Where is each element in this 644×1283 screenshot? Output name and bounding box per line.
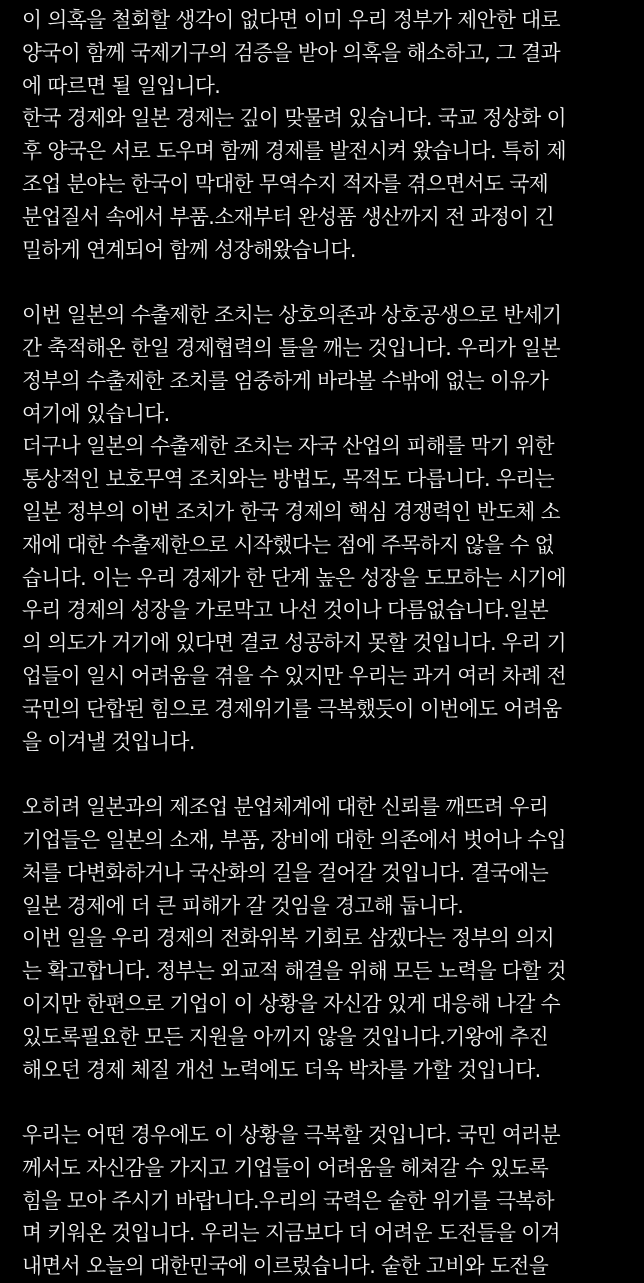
document-body (22, 4, 644, 1283)
text-line: 의 의도가 거기에 있다면 결코 성공하지 못할 것입니다. 우리 기 (22, 631, 567, 656)
text-line: 양국이 함께 국제기구의 검증을 받아 의혹을 해소하고, 그 결과 (22, 40, 561, 65)
text-line: 후 양국은 서로 도우며 함께 경제를 발전시켜 왔습니다. 특히 제 (22, 139, 567, 164)
text-line: 힘을 모아 주시기 바랍니다.우리의 국력은 숱한 위기를 극복하 (22, 1188, 555, 1213)
text-line (22, 758, 634, 791)
text-line: 일본 정부의 이번 조치가 한국 경제의 핵심 경쟁력인 반도체 소 (22, 499, 561, 524)
text-line: 을 이겨낼 것입니다. (22, 729, 195, 754)
text-line: 오히려 일본과의 제조업 분업체계에 대한 신뢰를 깨뜨려 우리 (22, 795, 549, 820)
text-line: 국민의 단합된 힘으로 경제위기를 극복했듯이 이번에도 어려움 (22, 696, 562, 721)
text-line: 간 축적해온 한일 경제협력의 틀을 깨는 것입니다. 우리가 일본 (22, 335, 561, 360)
text-line (22, 266, 634, 299)
text-line: 기업들은 일본의 소재, 부품, 장비에 대한 의존에서 벗어나 수입 (22, 827, 567, 852)
text-line: 는 확고합니다. 정부는 외교적 해결을 위해 모든 노력을 다할 것 (22, 959, 567, 984)
text-line: 우리는 어떤 경우에도 이 상황을 극복할 것입니다. 국민 여러분 (22, 1123, 561, 1148)
text-line (22, 1086, 634, 1119)
text-line: 이번 일본의 수출제한 조치는 상호의존과 상호공생으로 반세기 (22, 303, 562, 328)
text-line: 한국 경제와 일본 경제는 깊이 맞물려 있습니다. 국교 정상화 이 (22, 106, 567, 131)
text-line: 께서도 자신감을 가지고 기업들이 어려움을 헤쳐갈 수 있도록 (22, 1155, 549, 1180)
text-line: 며 키워온 것입니다. 우리는 지금보다 더 어려운 도전들을 이겨 (22, 1221, 561, 1246)
text-line: 우리 경제의 성장을 가로막고 나선 것이나 다름없습니다.일본 (22, 598, 549, 623)
text-line: 정부의 수출제한 조치를 엄중하게 바라볼 수밖에 없는 이유가 (22, 368, 549, 393)
text-line: 조업 분야는 한국이 막대한 무역수지 적자를 겪으면서도 국제 (22, 171, 549, 196)
text-line: 처를 다변화하거나 국산화의 길을 걸어갈 것입니다. 결국에는 (22, 860, 549, 885)
text-line: 있도록필요한 모든 지원을 아끼지 않을 것입니다.기왕에 추진 (22, 1024, 549, 1049)
text-line: 업들이 일시 어려움을 겪을 수 있지만 우리는 과거 여러 차례 전 (22, 663, 567, 688)
text-line: 이 의혹을 철회할 생각이 없다면 이미 우리 정부가 제안한 대로 (22, 8, 561, 32)
text-line: 에 따르면 될 일입니다. (22, 73, 221, 98)
text-line: 더구나 일본의 수출제한 조치는 자국 산업의 피해를 막기 위한 (22, 434, 555, 459)
text-line: 재에 대한 수출제한으로 시작했다는 점에 주목하지 않을 수 없 (22, 532, 555, 557)
text-line: 습니다. 이는 우리 경제가 한 단계 높은 성장을 도모하는 시기에 (22, 565, 567, 590)
text-line: 해오던 경제 체질 개선 노력에도 더욱 박차를 가할 것입니다. (22, 1057, 541, 1082)
text-line: 통상적인 보호무역 조치와는 방법도, 목적도 다릅니다. 우리는 (22, 467, 555, 492)
text-line: 분업질서 속에서 부품.소재부터 완성품 생산까지 전 과정이 긴 (22, 204, 555, 229)
text-line: 이지만 한편으로 기업이 이 상황을 자신감 있게 대응해 나갈 수 (22, 991, 561, 1016)
text-line: 일본 경제에 더 큰 피해가 갈 것임을 경고해 둡니다. (22, 893, 464, 918)
text-line: 여기에 있습니다. (22, 401, 170, 426)
text-line: 이번 일을 우리 경제의 전화위복 기회로 삼겠다는 정부의 의지 (22, 926, 555, 951)
text-line: 내면서 오늘의 대한민국에 이르렀습니다. 숱한 고비와 도전을 (22, 1254, 549, 1279)
text-line: 밀하게 연계되어 함께 성장해왔습니다. (22, 237, 356, 262)
